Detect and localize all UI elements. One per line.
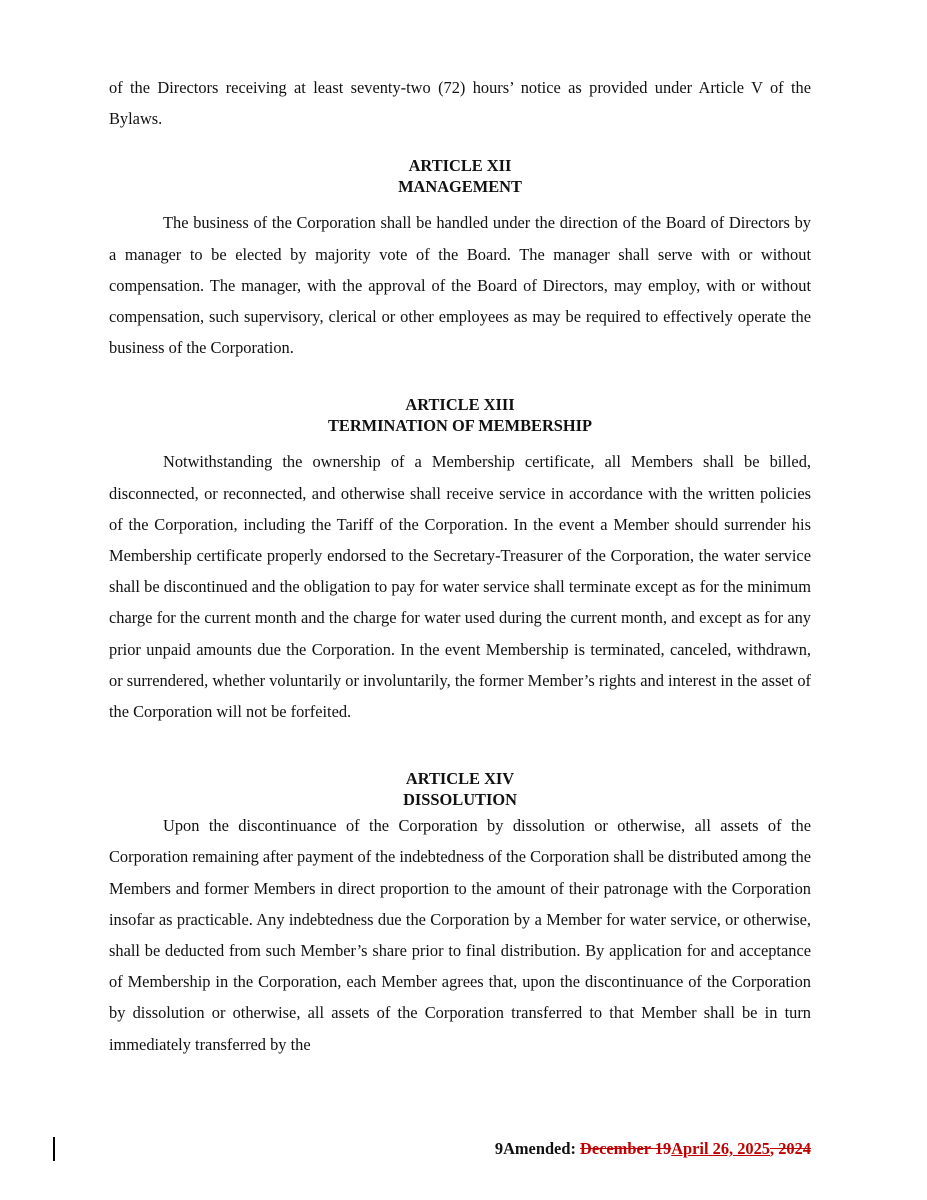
- article-13-number: ARTICLE XIII: [405, 395, 515, 415]
- article-14-title: DISSOLUTION: [403, 790, 517, 810]
- page-number: 9: [494, 1139, 504, 1158]
- article-13-title: TERMINATION OF MEMBERSHIP: [327, 416, 593, 436]
- page-footer: [0, 1137, 927, 1163]
- article-12-number: ARTICLE XII: [408, 156, 512, 176]
- revision-change-bar: [53, 1137, 55, 1161]
- article-12-heading: [109, 155, 811, 197]
- article-14-body: Upon the discontinuance of the Corporation by dissolution or otherwise, all assets of the Corporation remaining after payment of the indebtedness of the Corporation shall be distributed among the Members and former Members in direct proportion to the amount of their patronage with the Corporation insofar as practicable. Any indebtedness due the Corporation by a Member for water service, or otherwise, shall be deducted from such Member’s share prior to final distribution. By application for and acceptance of Membership in the Corporation, each Member agrees that, upon the discontinuance of the Corporation by dissolution or otherwise, all assets of the Corporation transferred to that Member shall be in turn immediately transferred by the: [109, 816, 811, 1054]
- amended-label: Amended:: [503, 1139, 581, 1158]
- intro-paragraph: of the Directors receiving at least seventy-two (72) hours’ notice as provided under Article V of the Bylaws.: [109, 78, 811, 129]
- article-13-body: Notwithstanding the ownership of a Membership certificate, all Members shall be billed, disconnected, or reconnected, and otherwise shall receive service in accordance with the written policies of the Corporation, including the Tariff of the Corporation. In the event a Member should surrender his Membership certificate properly endorsed to the Secretary-Treasurer of the Corporation, the water service shall be discontinued and the obligation to pay for water service shall terminate except as for the minimum charge for the current month and the charge for water used during the current month, and except as for any prior unpaid amounts due the Corporation. In the event Membership is terminated, canceled, withdrawn, or surrendered, whether voluntarily or involuntarily, the former Member’s rights and interest in the asset of the Corporation will not be forfeited.: [109, 452, 811, 722]
- article-14-heading: [109, 768, 811, 810]
- article-12-title: MANAGEMENT: [398, 177, 522, 197]
- deleted-date-text: December 19: [580, 1139, 672, 1158]
- article-12-body: The business of the Corporation shall be handled under the direction of the Board of Directors by a manager to be elected by majority vote of the Board. The manager shall serve with or without compensation. The manager, with the approval of the Board of Directors, may employ, with or without compensation, such supervisory, clerical or other employees as may be required to effectively operate the business of the Corporation.: [109, 213, 811, 358]
- article-14-number: ARTICLE XIV: [405, 769, 515, 789]
- deleted-year-text: , 2024: [770, 1139, 811, 1158]
- article-13-heading: [109, 394, 811, 436]
- inserted-date-text: April 26, 2025: [671, 1139, 771, 1158]
- footer-amended-line: [495, 1139, 811, 1159]
- document-page: [109, 72, 811, 1060]
